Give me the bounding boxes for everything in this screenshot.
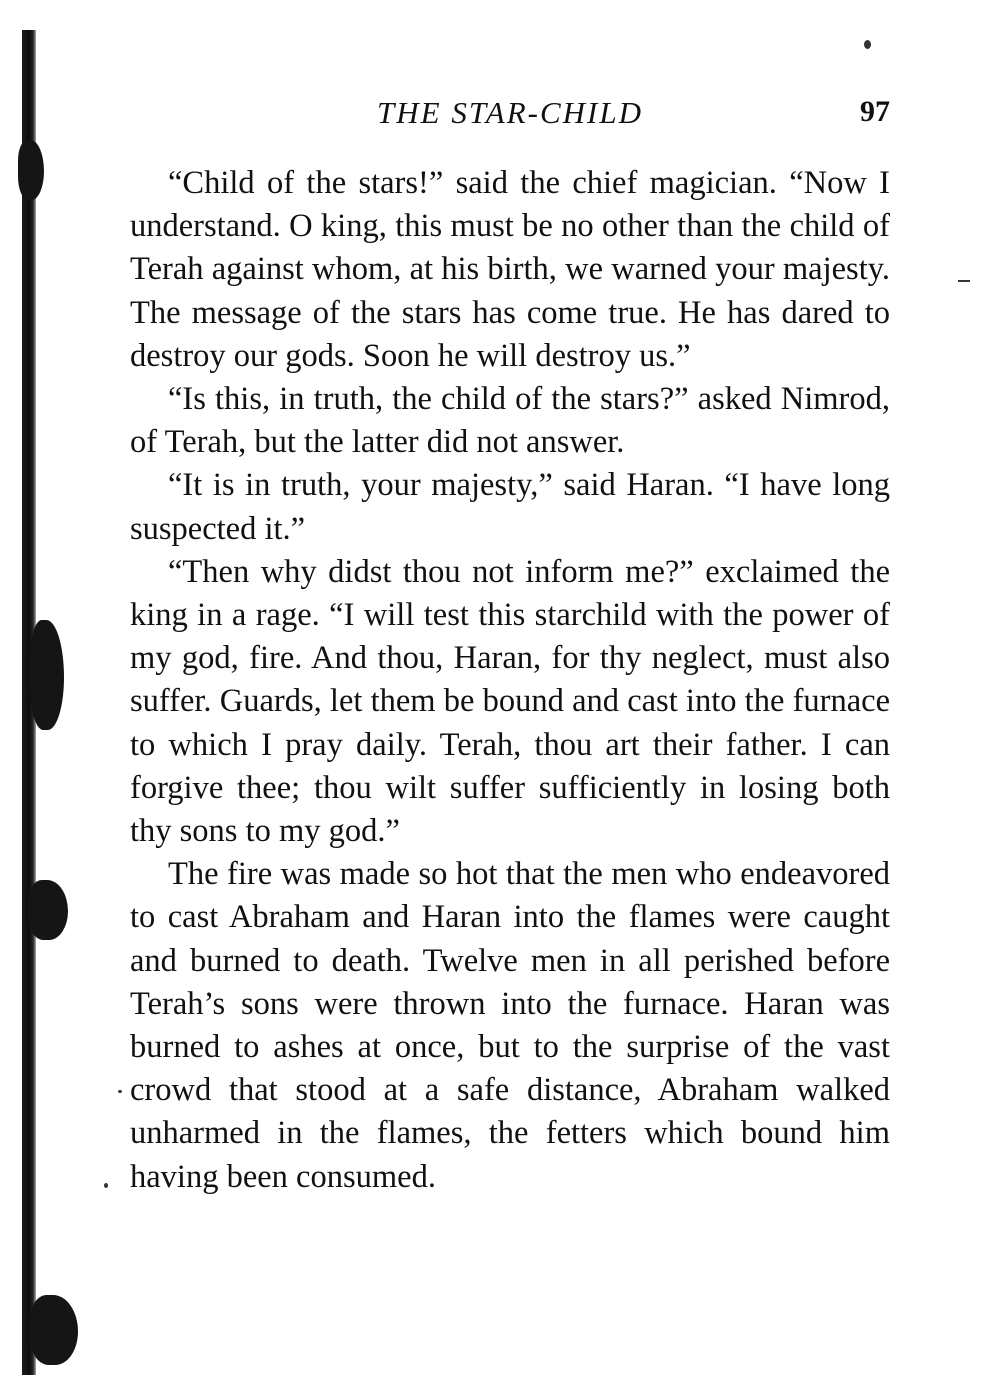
binding-blot — [18, 140, 44, 200]
page-number: 97 — [860, 95, 890, 128]
paragraph: “Child of the stars!” said the chief magician. “Now I understand. O king, this must be no other than the child of Terah against whom, at his birth, we warned your majesty. The message of the stars has come true. He has dared to destroy our gods. Soon he will destroy us.” — [130, 165, 890, 374]
binding-blot — [28, 880, 68, 940]
binding-blot — [30, 1295, 78, 1365]
running-head — [130, 95, 890, 135]
page-speck — [104, 1183, 108, 1188]
paragraph: “Then why didst thou not inform me?” exclaimed the king in a rage. “I will test this starchild with the power of my god, fire. And thou, Haran, for thy neglect, must also suffer. Guards, let them be bound and cast into the furnace to which I pray daily. Terah, thou art their father. I can forgive thee; thou wilt suffer sufficiently in losing both thy sons to my god.” — [130, 553, 890, 850]
paragraph: “Is this, in truth, the child of the stars?” asked Nimrod, of Terah, but the latter did not answer. — [130, 381, 890, 461]
paragraph: “It is in truth, your majesty,” said Haran. “I have long suspected it.” — [130, 467, 890, 547]
paragraph: The fire was made so hot that the men who endeavored to cast Abraham and Haran into the flames were caught and burned to death. Twelve men in all perished before Terah’s sons were thrown into the furnace. Haran was burned to ashes at once, but to the surprise of the vast crowd that stood at a safe distance, Abraham walked unharmed in the flames, the fetters which bound him having been consumed. — [130, 856, 890, 1195]
binding-blot — [30, 620, 64, 730]
running-title: THE STAR-CHILD — [377, 95, 643, 130]
body-text — [130, 162, 890, 1199]
page-speck — [118, 1090, 122, 1093]
page-speck — [864, 40, 871, 49]
page-speck — [958, 280, 970, 282]
